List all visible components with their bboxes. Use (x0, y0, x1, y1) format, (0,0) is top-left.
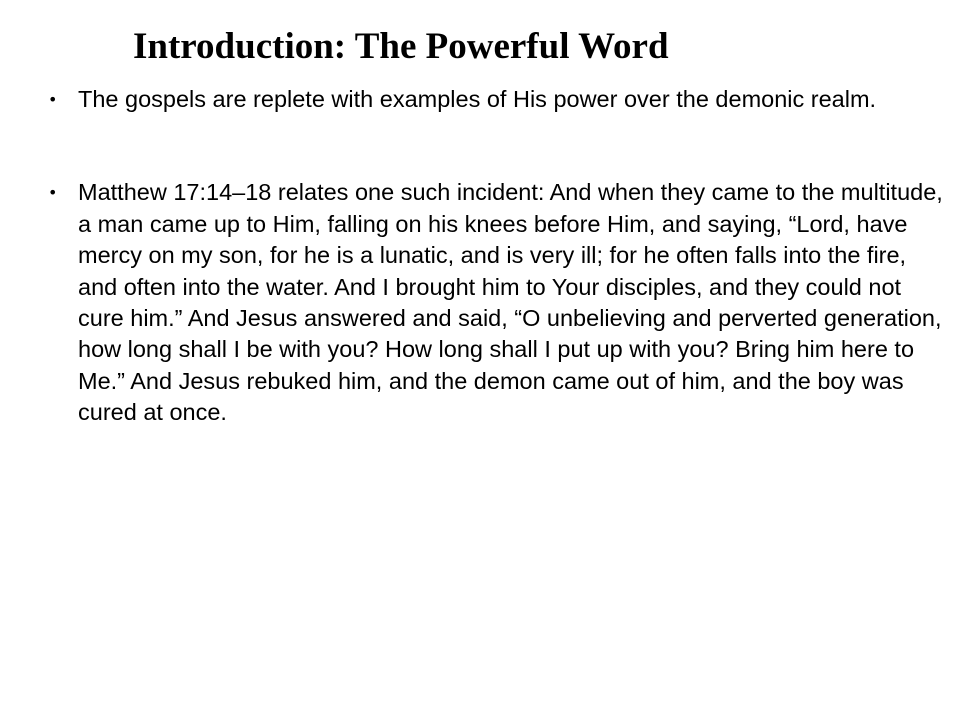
slide-title: Introduction: The Powerful Word (133, 26, 669, 67)
bullet-dot-icon: • (48, 90, 58, 109)
bullet-text: The gospels are replete with examples of His power over the demonic realm. (78, 86, 877, 112)
bullet-item (48, 84, 943, 115)
bullet-text: Matthew 17:14–18 relates one such incident: And when they came to the multitude, a man came up to Him, falling on his knees before Him, and saying, “Lord, have mercy on my son, for he is a lunatic, and is very ill; for he often falls into the fire, and often into the water. And I brought him to Your disciples, and they could not cure him.” And Jesus answered and said, “O unbelieving and perverted generation, how long shall I be with you? How long shall I put up with you? Bring him here to Me.” And Jesus rebuked him, and the demon came out of him, and the boy was cured at once. (78, 179, 943, 426)
bullet-list (48, 84, 943, 429)
bullet-item (48, 177, 943, 428)
bullet-dot-icon: • (48, 183, 58, 203)
